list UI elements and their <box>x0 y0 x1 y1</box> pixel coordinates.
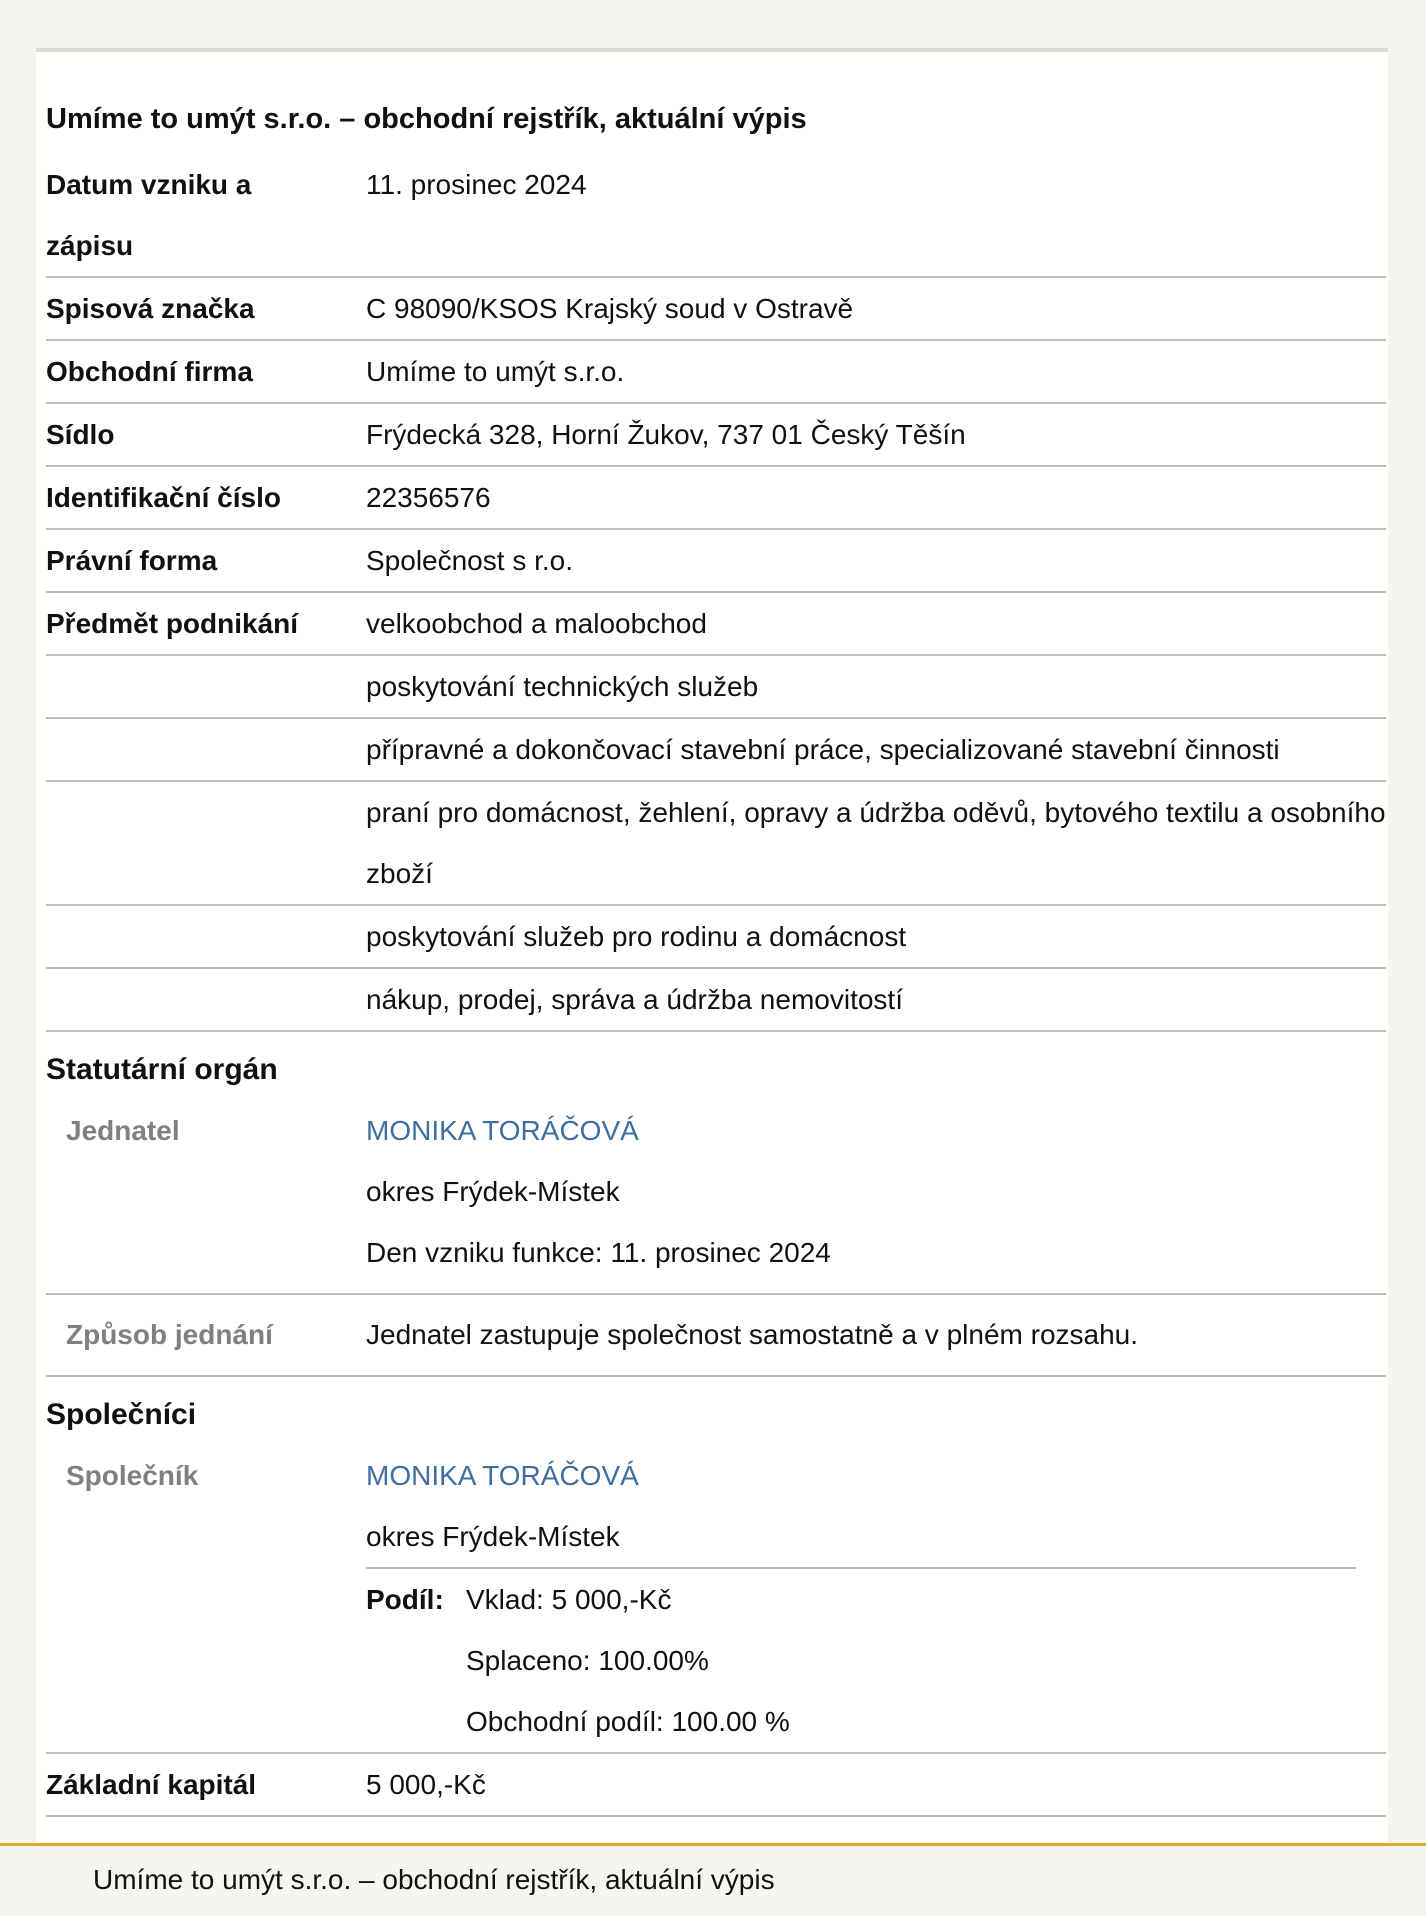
row-zpusob-jednani <box>46 1295 1386 1377</box>
spolecnik-label: Společník <box>66 1460 199 1491</box>
jednatel-den-vzniku: Den vzniku funkce: 11. prosinec 2024 <box>366 1237 831 1268</box>
row-spolecnik <box>46 1445 1386 1754</box>
spolecnik-okres: okres Frýdek-Místek <box>366 1521 620 1552</box>
empty-label <box>46 969 366 1030</box>
row-predmet-item <box>46 969 1386 1032</box>
row-predmet-item <box>46 656 1386 719</box>
identifikacni-cislo-label: Identifikační číslo <box>46 482 281 513</box>
footer-title: Umíme to umýt s.r.o. – obchodní rejstřík, aktuální výpis <box>93 1864 775 1895</box>
jednatel-label: Jednatel <box>66 1115 180 1146</box>
page-title: Umíme to umýt s.r.o. – obchodní rejstřík, aktuální výpis <box>46 103 807 135</box>
spisova-znacka-label: Spisová značka <box>46 293 255 324</box>
predmet-item: praní pro domácnost, žehlení, opravy a údržba oděvů, bytového textilu a osobního zboží <box>366 797 1386 889</box>
spolecnik-details <box>366 1445 1386 1752</box>
empty-label <box>46 719 366 780</box>
obchodni-podil-value: Obchodní podíl: 100.00 % <box>466 1706 790 1737</box>
empty-label <box>46 782 366 904</box>
zpusob-jednani-label: Způsob jednání <box>66 1319 273 1350</box>
sidlo-value: Frýdecká 328, Horní Žukov, 737 01 Český Těšín <box>366 419 966 450</box>
predmet-item: poskytování technických služeb <box>366 671 759 702</box>
row-sidlo <box>46 404 1386 467</box>
splaceno-value: Splaceno: 100.00% <box>466 1645 709 1676</box>
spisova-znacka-value: C 98090/KSOS Krajský soud v Ostravě <box>366 293 854 324</box>
identifikacni-cislo-value: 22356576 <box>366 482 491 513</box>
spolecnik-name-link[interactable]: MONIKA TORÁČOVÁ <box>366 1460 639 1491</box>
podil-block <box>366 1567 1356 1752</box>
row-identifikacni-cislo <box>46 467 1386 530</box>
row-jednatel <box>46 1100 1386 1295</box>
footer <box>0 1846 1426 1916</box>
row-datum-vzniku <box>46 154 1386 278</box>
empty-label <box>46 906 366 967</box>
jednatel-details <box>366 1100 1386 1293</box>
row-pravni-forma <box>46 530 1386 593</box>
jednatel-name-link[interactable]: MONIKA TORÁČOVÁ <box>366 1115 639 1146</box>
predmet-item: velkoobchod a maloobchod <box>366 608 707 639</box>
row-predmet-item <box>46 782 1386 906</box>
empty-label <box>46 656 366 717</box>
predmet-item: přípravné a dokončovací stavební práce, specializované stavební činnosti <box>366 734 1280 765</box>
sidlo-label: Sídlo <box>46 419 115 450</box>
row-spisova-znacka <box>46 278 1386 341</box>
podil-label: Podíl: <box>366 1584 444 1615</box>
row-predmet-item <box>46 906 1386 969</box>
predmet-item: poskytování služeb pro rodinu a domácnost <box>366 921 907 952</box>
jednatel-okres: okres Frýdek-Místek <box>366 1176 620 1207</box>
datum-vzniku-value: 11. prosinec 2024 <box>366 169 587 200</box>
row-obchodni-firma <box>46 341 1386 404</box>
zpusob-jednani-value: Jednatel zastupuje společnost samostatně a v plném rozsahu. <box>366 1319 1139 1350</box>
row-predmet-podnikani <box>46 593 1386 656</box>
datum-vzniku-label: Datum vzniku a zápisu <box>46 169 252 261</box>
spolecnici-heading: Společníci <box>46 1398 197 1431</box>
predmet-item: nákup, prodej, správa a údržba nemovitostí <box>366 984 903 1015</box>
register-extract-card <box>36 52 1388 1842</box>
row-zakladni-kapital <box>46 1754 1386 1817</box>
statutarni-organ-heading: Statutární orgán <box>46 1053 278 1086</box>
zakladni-kapital-label: Základní kapitál <box>46 1769 257 1800</box>
zakladni-kapital-value: 5 000,-Kč <box>366 1769 486 1800</box>
obchodni-firma-label: Obchodní firma <box>46 356 253 387</box>
vklad-value: Vklad: 5 000,-Kč <box>466 1584 672 1615</box>
predmet-podnikani-label: Předmět podnikání <box>46 608 299 639</box>
pravni-forma-label: Právní forma <box>46 545 218 576</box>
row-predmet-item <box>46 719 1386 782</box>
register-extract-content <box>46 52 1386 1817</box>
pravni-forma-value: Společnost s r.o. <box>366 545 574 576</box>
obchodni-firma-value: Umíme to umýt s.r.o. <box>366 356 625 387</box>
podil-values <box>466 1569 790 1752</box>
